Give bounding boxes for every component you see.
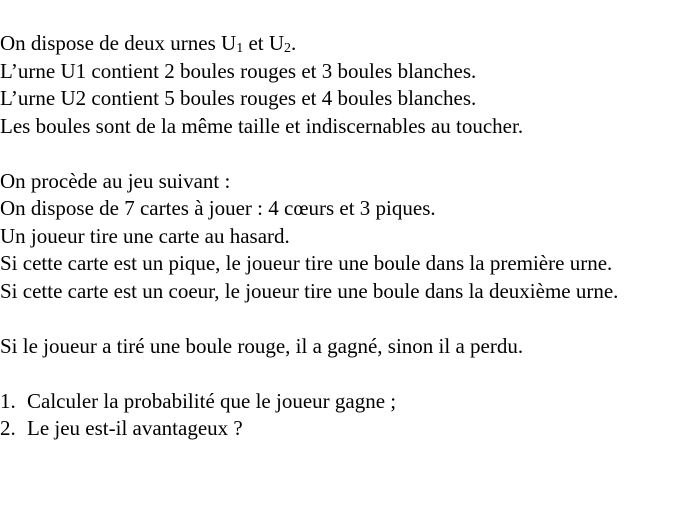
urn-1-contents: L’urne U1 contient 2 boules rouges et 3 boules blanches. [0, 58, 477, 83]
win-rule: Si le joueur a tiré une boule rouge, il a gagné, sinon il a perdu. [0, 333, 524, 358]
question-number: 1. [0, 388, 16, 413]
paragraph-gap [0, 140, 680, 168]
spade-rule: Si cette carte est un pique, le joueur tire une boule dans la première urne. [0, 251, 613, 275]
urn-2-subscript: 2 [284, 41, 292, 56]
heart-rule: Si cette carte est un coeur, le joueur tire une boule dans la deuxième urne. [0, 278, 619, 303]
question-number: 2. [0, 416, 16, 440]
questions-list [0, 388, 680, 443]
card-draw: Un joueur tire une carte au hasard. [0, 223, 290, 248]
question-item [0, 388, 680, 416]
cards-description: On dispose de 7 cartes à jouer : 4 cœurs et 3 piques. [0, 196, 436, 220]
urn-1-subscript: 1 [236, 41, 244, 56]
game-intro: On procède au jeu suivant : [0, 168, 231, 193]
intro-urns-mid: et U [243, 31, 285, 55]
question-text: Le jeu est-il avantageux ? [27, 416, 243, 440]
balls-description: Les boules sont de la même taille et indiscernables au toucher. [0, 113, 524, 138]
urn-2-contents: L’urne U2 contient 5 boules rouges et 4 boules blanches. [0, 86, 477, 110]
intro-urns-prefix: On dispose de deux urnes U [0, 31, 237, 55]
paragraph-gap [0, 360, 680, 388]
exercise-document [0, 30, 680, 443]
intro-urns-line [0, 30, 680, 58]
question-text: Calculer la probabilité que le joueur gagne ; [27, 388, 397, 413]
paragraph-gap [0, 305, 680, 333]
question-item [0, 415, 680, 443]
intro-urns-suffix: . [291, 31, 297, 55]
